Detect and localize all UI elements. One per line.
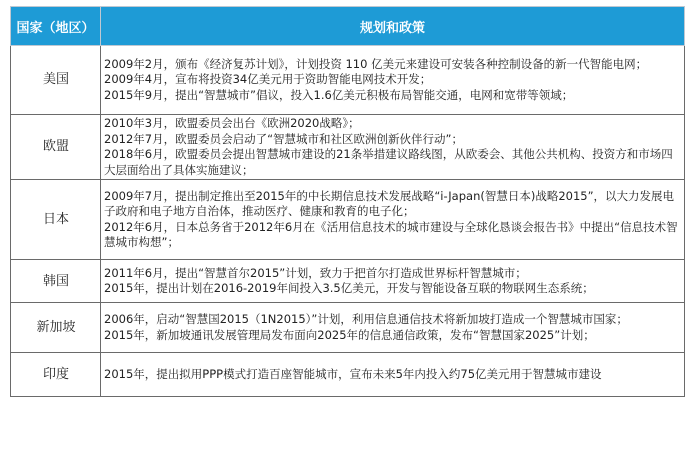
policy-line: 2009年4月，宣布将投资34亿美元用于资助智能电网技术开发； (104, 72, 432, 87)
country-cell: 新加坡 (11, 303, 101, 353)
country-cell: 日本 (11, 180, 101, 260)
policy-table (10, 6, 685, 397)
policy-cell (101, 180, 685, 260)
table-row-japan (11, 180, 685, 260)
header-country: 国家（地区） (11, 7, 101, 46)
policy-line: 2011年6月，提出“智慧首尔2015”计划，致力于把首尔打造成世界标杆智慧城市； (104, 265, 527, 280)
policy-line: 2015年，新加坡通讯发展管理局发布面向2025年的信息通信政策，发布“智慧国家2025”计划； (104, 327, 595, 342)
header-policy: 规划和政策 (101, 7, 685, 46)
table-row-eu (11, 115, 685, 180)
policy-cell (101, 115, 685, 180)
table-row-korea (11, 260, 685, 303)
policy-line: 2015年，提出计划在2016-2019年间投入3.5亿美元，开发与智能设备互联的物联网生态系统； (104, 281, 594, 296)
policy-line: 2009年2月，颁布《经济复苏计划》，计划投资 110 亿美元来建设可安装各种控制设备的新一代智能电网； (104, 56, 648, 71)
country-cell: 美国 (11, 46, 101, 115)
policy-line: 2010年3月，欧盟委员会出台《欧洲2020战略》； (104, 116, 360, 130)
table-header-row (11, 7, 685, 46)
table-row-india (11, 353, 685, 397)
table-row-singapore (11, 303, 685, 353)
country-cell: 韩国 (11, 260, 101, 303)
policy-line: 2015年9月，提出“智慧城市”倡议，投入1.6亿美元积极布局智能交通，电网和宽带等领域； (104, 87, 574, 102)
policy-line: 2009年7月，提出制定推出至2015年的中长期信息技术发展战略“i-Japan(智慧日本)战略2015”，以大力发展电子政府和电子地方自治体，推动医疗、健康和教育的电子化； (104, 188, 675, 219)
policy-line: 2015年，提出拟用PPP模式打造百座智能城市，宣布未来5年内投入约75亿美元用于智慧城市建设 (104, 367, 602, 382)
policy-cell (101, 46, 685, 115)
policy-cell (101, 260, 685, 303)
policy-line: 2012年6月，日本总务省于2012年6月在《活用信息技术的城市建设与全球化恳谈会报告书》中提出“信息技术智慧城市构想”； (104, 219, 678, 250)
policy-line: 2006年，启动“智慧国2015（1N2015）”计划，利用信息通信技术将新加坡打造成一个智慧城市国家； (104, 312, 628, 327)
policy-line: 2012年7月，欧盟委员会启动了“智慧城市和社区欧洲创新伙伴行动”； (104, 131, 463, 146)
country-cell: 欧盟 (11, 115, 101, 180)
table-row-usa (11, 46, 685, 115)
policy-line: 2018年6月，欧盟委员会提出智慧城市建设的21条举措建议路线图，从欧委会、其他公共机构、投资方和市场四大层面给出了具体实施建议； (104, 147, 673, 177)
country-cell: 印度 (11, 353, 101, 397)
policy-cell (101, 303, 685, 353)
policy-cell (101, 353, 685, 397)
